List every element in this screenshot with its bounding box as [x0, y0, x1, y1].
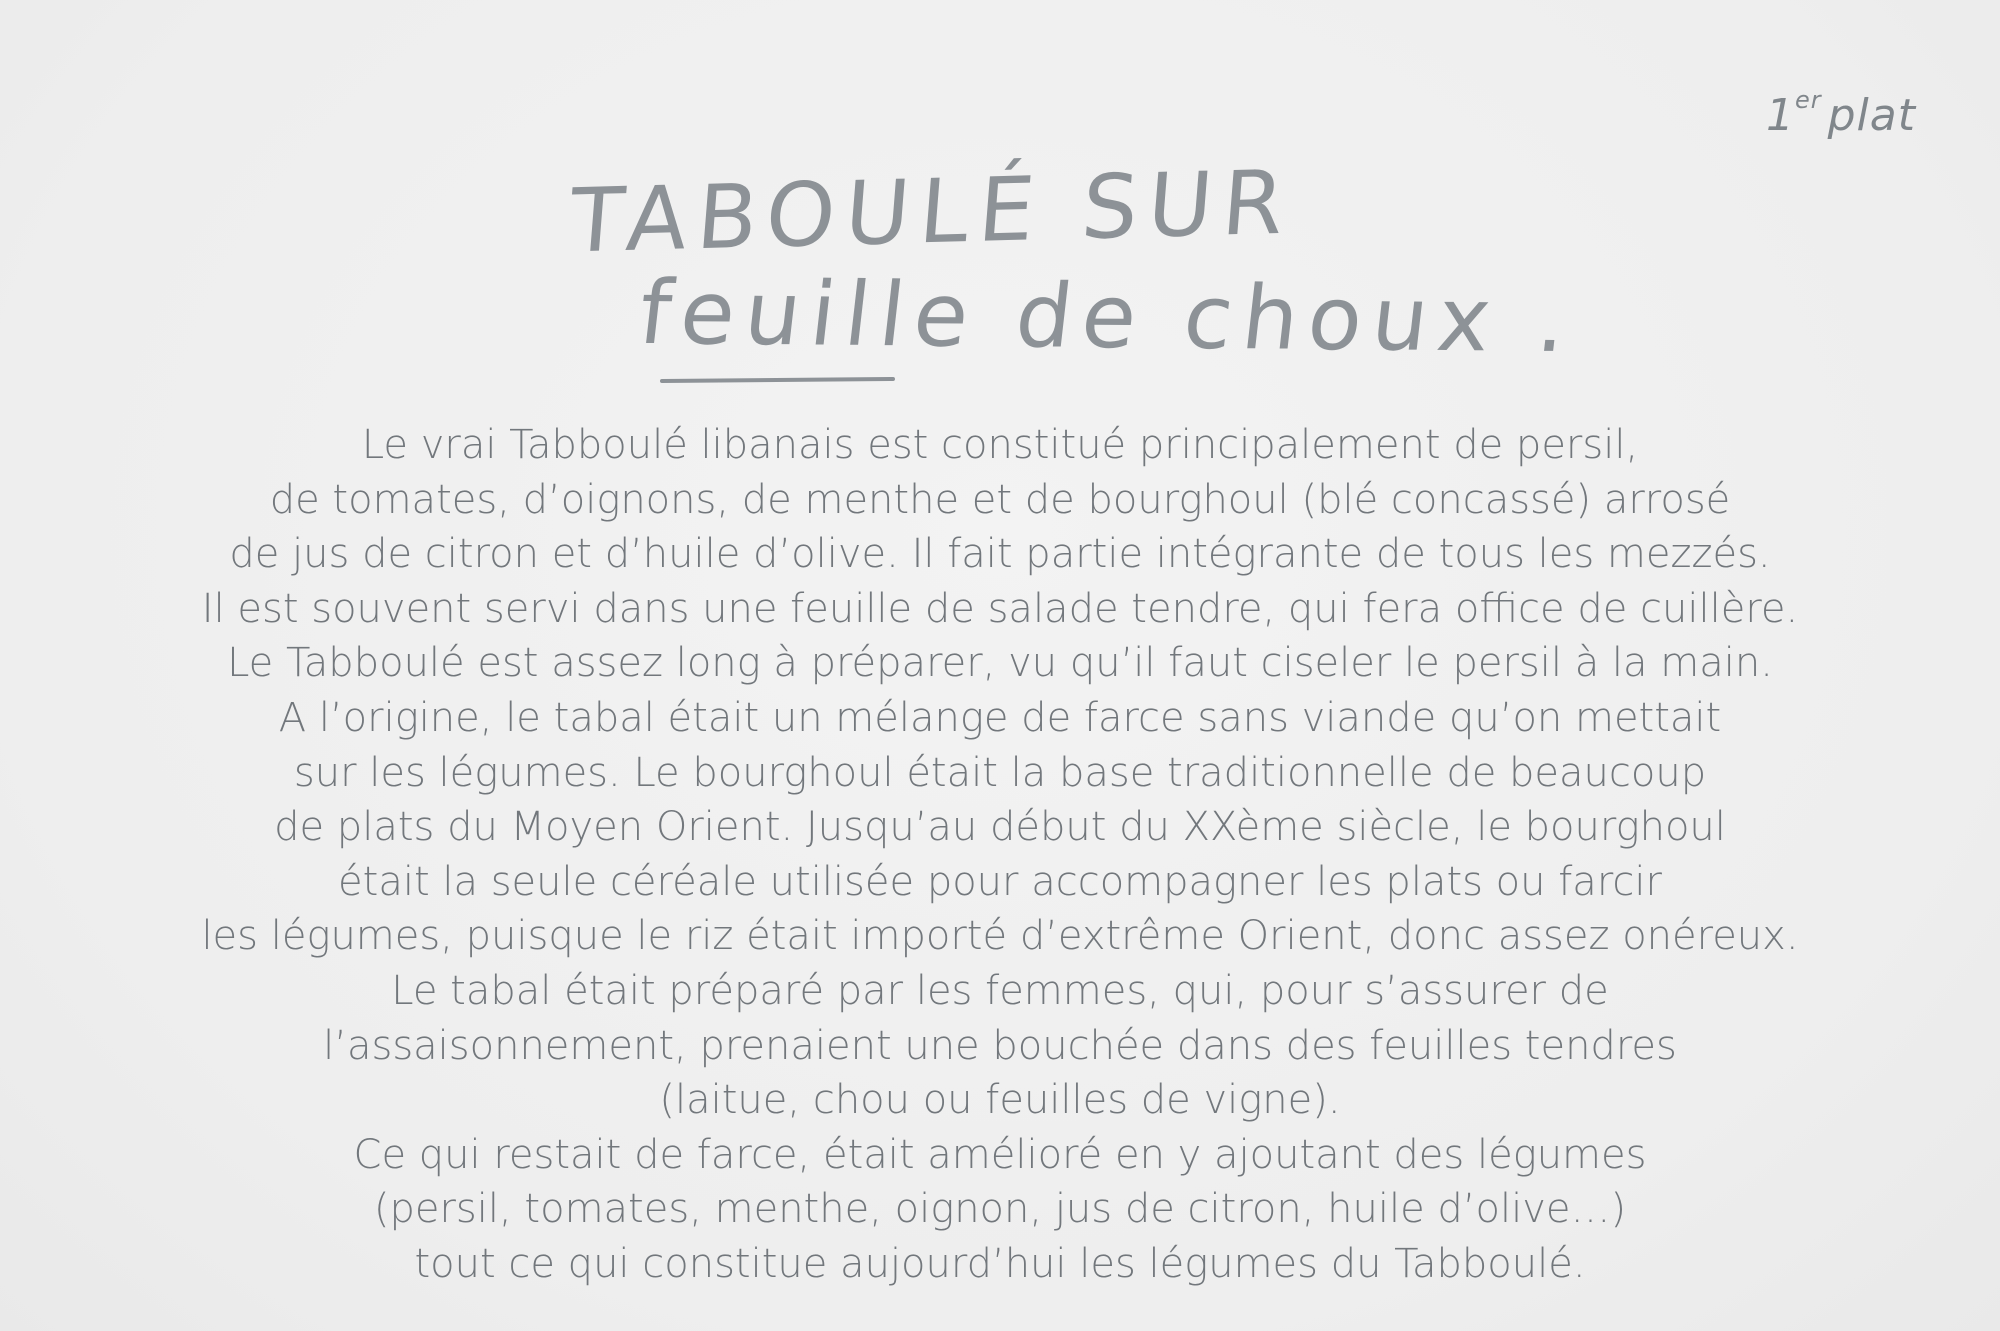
description-line: Le Tabboulé est assez long à préparer, vu qu’il faut ciseler le persil à la main.	[227, 640, 1773, 687]
recipe-description	[100, 418, 1900, 1292]
description-line: sur les légumes. Le bourghoul était la base traditionnelle de beaucoup	[293, 749, 1707, 796]
description-line: Il est souvent servi dans une feuille de salade tendre, qui fera office de cuillère.	[201, 585, 1799, 632]
description-line: Ce qui restait de farce, était amélioré en y ajoutant des légumes	[353, 1131, 1647, 1178]
description-line: Le tabal était préparé par les femmes, qui, pour s’assurer de	[391, 967, 1609, 1014]
course-label	[1765, 86, 1916, 141]
description-line: A l’origine, le tabal était un mélange de farce sans viande qu’on mettait	[278, 694, 1722, 741]
description-line: de plats du Moyen Orient. Jusqu’au début du XXème siècle, le bourghoul	[274, 804, 1726, 851]
course-label-text: plat	[1827, 90, 1916, 141]
title-line-1: TABOULÉ SUR	[566, 150, 1298, 273]
course-ordinal-suffix: er	[1794, 86, 1822, 115]
description-line: (persil, tomates, menthe, oignon, jus de citron, huile d’olive…)	[373, 1186, 1627, 1233]
description-line: les légumes, puisque le riz était importé d’extrême Orient, donc assez onéreux.	[201, 913, 1799, 960]
description-line: de jus de citron et d’huile d’olive. Il fait partie intégrante de tous les mezzés.	[229, 531, 1771, 578]
description-line: tout ce qui constitue aujourd’hui les légumes du Tabboulé.	[414, 1240, 1586, 1287]
course-ordinal-number: 1	[1765, 90, 1795, 141]
description-line: l’assaisonnement, prenaient une bouchée dans des feuilles tendres	[323, 1022, 1677, 1069]
description-line: (laitue, chou ou feuilles de vigne).	[659, 1077, 1341, 1124]
title-underline	[660, 377, 895, 383]
handwritten-title	[560, 150, 1582, 390]
description-line: de tomates, d’oignons, de menthe et de bourghoul (blé concassé) arrosé	[269, 476, 1731, 523]
title-line-2: feuille de choux .	[634, 260, 1582, 373]
description-line: Le vrai Tabboulé libanais est constitué principalement de persil,	[361, 422, 1639, 468]
description-line: était la seule céréale utilisée pour accompagner les plats ou farcir	[338, 858, 1662, 905]
